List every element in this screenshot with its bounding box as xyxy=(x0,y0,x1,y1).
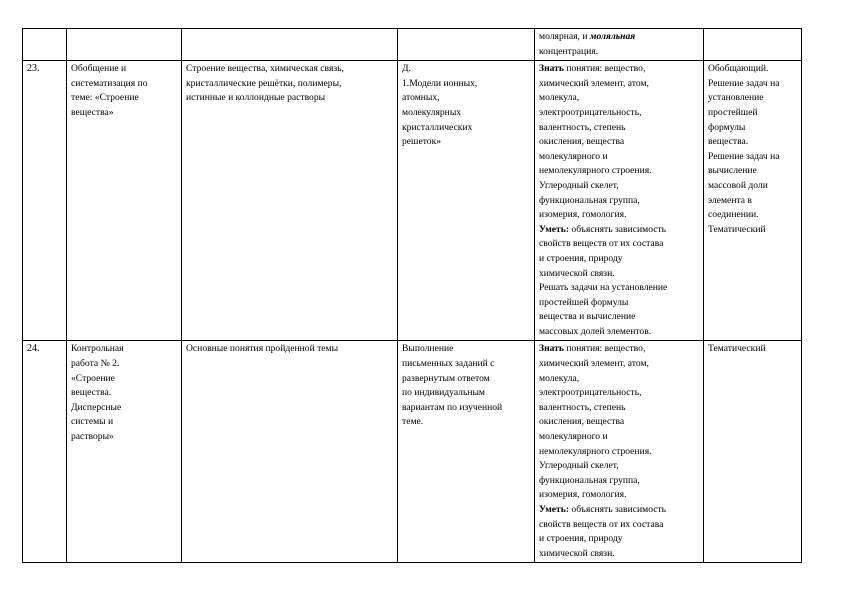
text-line: вариантам по изученной xyxy=(402,401,503,413)
text-line: химический элемент, атом, xyxy=(539,77,649,89)
text-line: Решение задач на xyxy=(708,77,780,89)
text-line: вещества и вычисление xyxy=(539,311,636,323)
table-row xyxy=(23,61,802,341)
text-line: свойств веществ от их состава xyxy=(539,518,664,530)
text-line: Решать задачи на установление xyxy=(539,282,668,294)
text-line: молекулярных xyxy=(402,106,462,118)
table-row xyxy=(23,29,802,61)
text-line: Обобщение и xyxy=(71,63,127,75)
text-line: 1.Модели ионных, xyxy=(402,77,478,89)
text-line: Уметь: объяснять зависимость xyxy=(539,223,667,235)
text-line: кристаллические решётки, полимеры, xyxy=(186,77,342,89)
text-line: вещества. xyxy=(708,136,749,148)
text-line: Решение задач на xyxy=(708,150,780,162)
text-line: массовых долей элементов. xyxy=(539,325,652,337)
cell-content xyxy=(182,341,398,563)
cell-requirements xyxy=(535,341,704,563)
text-line: и строения, природу xyxy=(539,533,623,545)
cell-demo xyxy=(398,61,535,341)
cell-control xyxy=(704,61,802,341)
text-line: систематизация по xyxy=(71,77,148,89)
text-line: системы и xyxy=(71,416,114,428)
cell-num xyxy=(23,341,67,563)
text-line: работа № 2. xyxy=(71,358,120,370)
cell-topic xyxy=(67,61,182,341)
text-line: решеток» xyxy=(402,136,442,148)
row-number: 23. xyxy=(27,63,40,75)
text-line: кристаллических xyxy=(402,121,473,133)
cell-demo xyxy=(398,29,535,61)
text-line: Выполнение xyxy=(402,343,454,355)
text-line: по индивидуальным xyxy=(402,387,485,399)
text-line: Знать понятия: вещество, xyxy=(539,63,646,75)
text-line: простейшей xyxy=(708,106,758,118)
text-line: окисления, вещества xyxy=(539,136,625,148)
know-label: Знать xyxy=(539,343,564,355)
text-line: химической связи. xyxy=(539,267,615,279)
text-line: соединении. xyxy=(708,209,759,221)
text-line: электроотрицательность, xyxy=(539,106,642,118)
text-line: свойств веществ от их состава xyxy=(539,238,664,250)
text-line: молекулярного и xyxy=(539,431,608,443)
text-line: электроотрицательность, xyxy=(539,387,642,399)
text-line: элемента в xyxy=(708,194,752,206)
cell-topic xyxy=(67,341,182,563)
text-line: Основные понятия пройденной темы xyxy=(186,343,339,355)
text-line: Строение вещества, химическая связь, xyxy=(186,63,344,75)
text-line: Углеродный скелет, xyxy=(539,460,619,472)
text-line: письменных заданий с xyxy=(402,358,495,370)
text-line: вещества. xyxy=(71,387,112,399)
text-line: растворы» xyxy=(71,431,114,443)
text-line: валентность, степень xyxy=(539,401,626,413)
text-line: окисления, вещества xyxy=(539,416,625,428)
text-line: химической связи. xyxy=(539,547,615,559)
cell-control xyxy=(704,29,802,61)
text-line: немолекулярного строения. xyxy=(539,165,652,177)
cell-control xyxy=(704,341,802,563)
text-line: теме. xyxy=(402,416,424,428)
cell-content xyxy=(182,29,398,61)
text-line: и строения, природу xyxy=(539,252,623,264)
text-line: Тематический xyxy=(708,343,766,355)
text-line: Обобщающий. xyxy=(708,63,769,75)
text-line: теме: «Строение xyxy=(71,92,139,104)
text-line: Дисперсные xyxy=(71,401,122,413)
text-line: Знать понятия: вещество, xyxy=(539,343,646,355)
table-row xyxy=(23,341,802,563)
cell-requirements xyxy=(535,29,704,61)
cell-demo xyxy=(398,341,535,563)
cell-requirements xyxy=(535,61,704,341)
cell-content xyxy=(182,61,398,341)
lesson-plan-table xyxy=(22,28,802,563)
text-line: функциональная группа, xyxy=(539,474,640,486)
text-line: «Строение xyxy=(71,372,115,384)
row-number: 24. xyxy=(27,343,40,355)
know-label: Знать xyxy=(539,63,564,75)
text-line: Тематический xyxy=(708,223,766,235)
text-line: Уметь: объяснять зависимость xyxy=(539,504,667,515)
text-line: немолекулярного строения. xyxy=(539,445,652,457)
text-line: химический элемент, атом, xyxy=(539,358,649,370)
cell-num xyxy=(23,29,67,61)
text-line: изомерия, гомология. xyxy=(539,209,627,221)
text-line: Углеродный скелет, xyxy=(539,179,619,191)
text-line: массовой доли xyxy=(708,179,768,191)
text-line: развернутым ответом xyxy=(402,372,490,384)
italic-term: моляльная xyxy=(589,31,636,42)
cell-topic xyxy=(67,29,182,61)
text-line: функциональная группа, xyxy=(539,194,640,206)
text-line: валентность, степень xyxy=(539,121,626,133)
text-line: вычисление xyxy=(708,165,757,177)
text-line: Контрольная xyxy=(71,343,124,355)
text-line: истинные и коллоидные растворы xyxy=(186,92,326,104)
text-line: изомерия, гомология. xyxy=(539,489,627,501)
text-line: концентрация. xyxy=(539,45,599,57)
text-line: атомных, xyxy=(402,92,440,104)
cell-num xyxy=(23,61,67,341)
text-line: Д. xyxy=(402,63,411,75)
text-line: молярная, и моляльная xyxy=(539,31,636,42)
text-line: установление xyxy=(708,92,764,104)
text-line: молекула, xyxy=(539,372,580,384)
can-label: Уметь: xyxy=(539,223,570,235)
can-label: Уметь: xyxy=(539,504,570,515)
text-line: молекула, xyxy=(539,92,580,104)
text-line: вещества» xyxy=(71,106,114,118)
text-line: простейшей формулы xyxy=(539,296,629,308)
text-line: формулы xyxy=(708,121,746,133)
text-line: молекулярного и xyxy=(539,150,608,162)
